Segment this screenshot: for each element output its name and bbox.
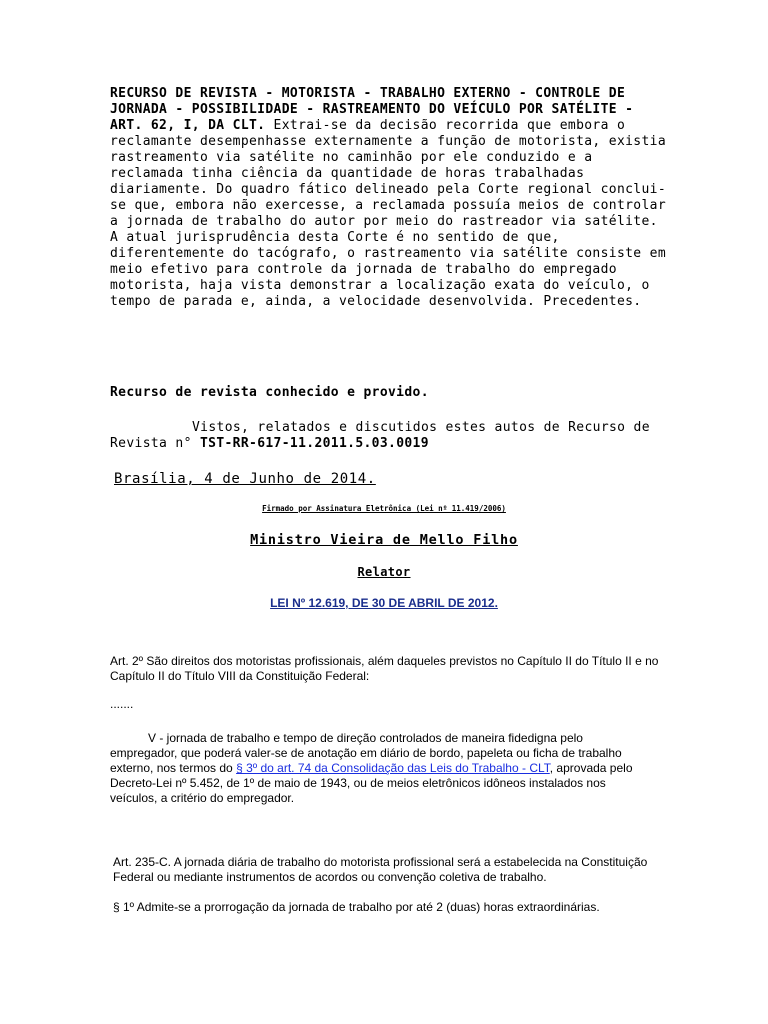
recurso-conhecido-line: Recurso de revista conhecido e provido. <box>110 385 429 400</box>
ellipsis-line: ....... <box>110 697 134 711</box>
article-2: Art. 2º São direitos dos motoristas profissionais, além daqueles previstos no Capítulo II do Título II e no Capítulo II do Título VIII da Constituição Federal: <box>110 654 659 683</box>
vistos-paragraph <box>110 420 670 452</box>
minister-name: Ministro Vieira de Mello Filho <box>250 532 518 548</box>
inciso-text-before: V - jornada de trabalho e tempo de direção controlados de maneira fidedigna pelo empregador, que poderá valer-se de anotação em diário de bordo, papeleta ou ficha de trabalho externo, nos termos do <box>110 731 622 775</box>
article-235c: Art. 235-C. A jornada diária de trabalho do motorista profissional será a estabelecida na Constituição Federal ou mediante instrumentos de acordos ou convenção coletiva de trabalho. <box>113 855 648 884</box>
law-title: LEI Nº 12.619, DE 30 DE ABRIL DE 2012. <box>270 596 498 610</box>
inciso-text-after: , aprovada pelo Decreto-Lei nº 5.452, de 1º de maio de 1943, ou de meios eletrônicos idôneos instalados nos veículos, a critério do empregador. <box>110 761 633 805</box>
relator-label: Relator <box>357 565 411 579</box>
ementa-heading: RECURSO DE REVISTA - MOTORISTA - TRABALHO EXTERNO - CONTROLE DE JORNADA - POSSIBILIDADE - RASTREAMENTO DO VEÍCULO POR SATÉLITE - ART. 62, I, DA CLT. <box>110 86 634 133</box>
ementa-paragraph <box>110 86 670 310</box>
paragraph-1: § 1º Admite-se a prorrogação da jornada de trabalho por até 2 (duas) horas extraordinárias. <box>113 900 600 914</box>
processo-number: TST-RR-617-11.2011.5.03.0019 <box>199 436 429 451</box>
signature-note: Firmado por Assinatura Eletrônica (Lei nº 11.419/2006) <box>262 504 506 513</box>
ementa-body: Extrai-se da decisão recorrida que embora o reclamante desempenhasse externamente a função de motorista, existia rastreamento via satélite no caminhão por ele conduzido e a reclamada tinha ciência da quantidade de horas trabalhadas diariamente. Do quadro fático delineado pela Corte regional conclui-se que, embora não exercesse, a reclamada possuía meios de controlar a jornada de trabalho do autor por meio do rastreador via satélite. A atual jurisprudência desta Corte é no sentido de que, diferentemente do tacógrafo, o rastreamento via satélite consiste em meio efetivo para controle da jornada de trabalho do empregado motorista, haja vista demonstrar a localização exata do veículo, o tempo de parada e, ainda, a velocidade desenvolvida. Precedentes. <box>110 118 667 309</box>
vistos-text: Vistos, relatados e discutidos estes autos de Recurso de Revista n° <box>110 420 650 451</box>
inciso-v <box>110 731 650 806</box>
date-line: Brasília, 4 de Junho de 2014. <box>114 471 376 487</box>
clt-article-link[interactable]: § 3º do art. 74 da Consolidação das Leis do Trabalho - CLT <box>236 761 550 775</box>
